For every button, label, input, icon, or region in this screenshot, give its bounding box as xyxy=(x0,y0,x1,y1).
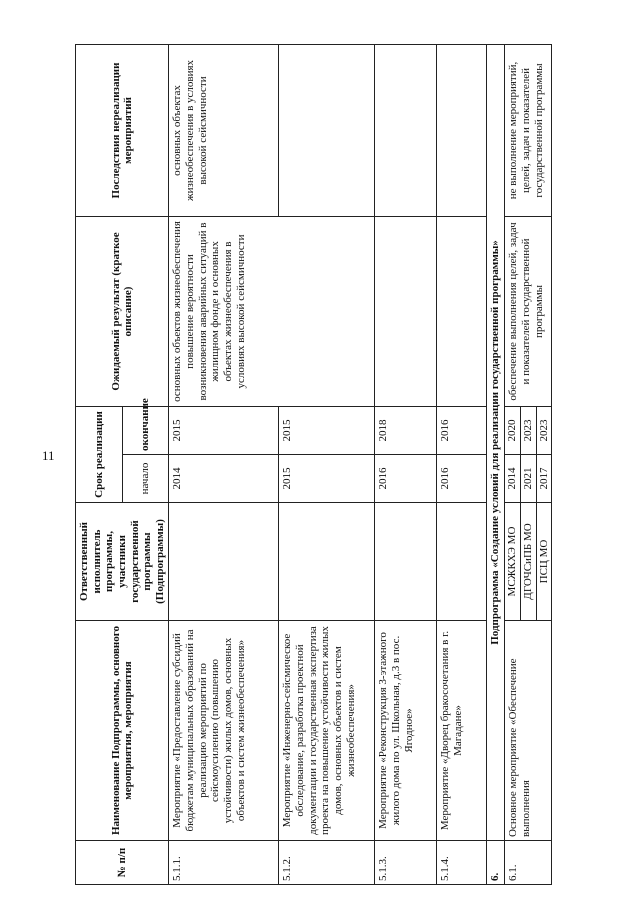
row-consequence: не выполнение мероприятий, целей, задач и показателей государственной программы xyxy=(505,44,552,216)
executor-item: ДГОЧСиПБ МО xyxy=(521,503,537,620)
section-title: Подпрограмма «Создание условий для реализации государственной программы» xyxy=(487,44,505,840)
start-item: 2021 xyxy=(521,455,537,502)
end-item: 2023 xyxy=(537,419,550,442)
row-result: обеспечение выполнения целей, задач и показателей государственной программы xyxy=(505,216,552,406)
row-executor-list xyxy=(505,503,552,621)
row-end: 2015 xyxy=(279,406,375,454)
header-result: Ожидаемый результат (краткое описание) xyxy=(76,216,169,406)
table-row xyxy=(279,44,375,884)
row-num: 5.1.4. xyxy=(437,841,487,885)
row-name: Основное мероприятие «Обеспечение выполнения xyxy=(505,621,552,841)
header-start: начало xyxy=(122,455,169,503)
row-result: основных объектов жизнеобеспечения повышение вероятности возникновения аварийных ситуаций в жилищном фонде и основных объектах жизнеобеспечения в условиях высокой сейсмичности xyxy=(169,216,375,406)
row-num: 6.1. xyxy=(505,841,552,885)
row-start: 2014 xyxy=(169,455,279,503)
header-name: Наименование Подпрограммы, основного мероприятия, мероприятия xyxy=(76,621,169,841)
row-end: 2016 xyxy=(437,406,487,454)
row-name: Мероприятие «Реконструкция 3-этажного жилого дома по ул. Школьная, д.3 в пос. Ягодное» xyxy=(375,621,437,841)
row-num: 5.1.1. xyxy=(169,841,279,885)
row-consequence xyxy=(279,44,375,216)
row-executor xyxy=(279,503,375,621)
row-end: 2018 xyxy=(375,406,437,454)
header-executor: Ответственный исполнитель программы, участники государственной программы (Подпрограммы) xyxy=(76,503,169,621)
row-consequence xyxy=(375,44,437,216)
row-consequence xyxy=(437,44,487,216)
end-item: 2023 xyxy=(521,407,537,454)
table-row xyxy=(437,44,487,884)
program-table xyxy=(75,44,552,885)
row-executor xyxy=(375,503,437,621)
row-executor xyxy=(437,503,487,621)
header-num: № п/п xyxy=(76,841,169,885)
header-row xyxy=(76,44,123,884)
table-row xyxy=(169,44,279,884)
row-start-list xyxy=(505,455,552,503)
row-end: 2015 xyxy=(169,406,279,454)
row-result xyxy=(375,216,437,406)
row-end-list xyxy=(505,406,552,454)
table-row xyxy=(375,44,437,884)
row-name: Мероприятие «Дворец бракосочетания в г. Магадане» xyxy=(437,621,487,841)
row-executor xyxy=(169,503,279,621)
row-consequence: основных объектах жизнеобеспечения в условиях высокой сейсмичности xyxy=(169,44,279,216)
executor-item: МСЖКХЭ МО xyxy=(505,503,521,620)
header-consequence: Последствия нереализации мероприятий xyxy=(76,44,169,216)
table-row xyxy=(505,44,552,884)
header-end: окончание xyxy=(122,406,169,454)
row-result xyxy=(437,216,487,406)
row-name: Мероприятие «Предоставление субсидий бюджетам муниципальных образований на реализацию мероприятий по сейсмоусилению (повышению устойчивости) жилых домов, основных объектов и систем жизнеобеспечения» xyxy=(169,621,279,841)
row-start: 2016 xyxy=(375,455,437,503)
row-num: 5.1.3. xyxy=(375,841,437,885)
section-row xyxy=(487,44,505,884)
page-number: 11 xyxy=(42,448,55,463)
rotated-page xyxy=(75,45,550,885)
row-start: 2015 xyxy=(279,455,375,503)
header-term: Срок реализации xyxy=(76,406,123,502)
row-name: Мероприятие «Инженерно-сейсмическое обследование, разработка проектной документации и государственная экспертиза проекта на повышение устойчивости жилых домов, основных объектов и систем жизнеобеспечения» xyxy=(279,621,375,841)
row-num: 5.1.2. xyxy=(279,841,375,885)
start-item: 2014 xyxy=(505,455,521,502)
end-item: 2020 xyxy=(505,407,521,454)
start-item: 2017 xyxy=(537,467,550,490)
section-num: 6. xyxy=(487,841,505,885)
executor-item: ПСЦ МО xyxy=(537,539,550,584)
row-start: 2016 xyxy=(437,455,487,503)
